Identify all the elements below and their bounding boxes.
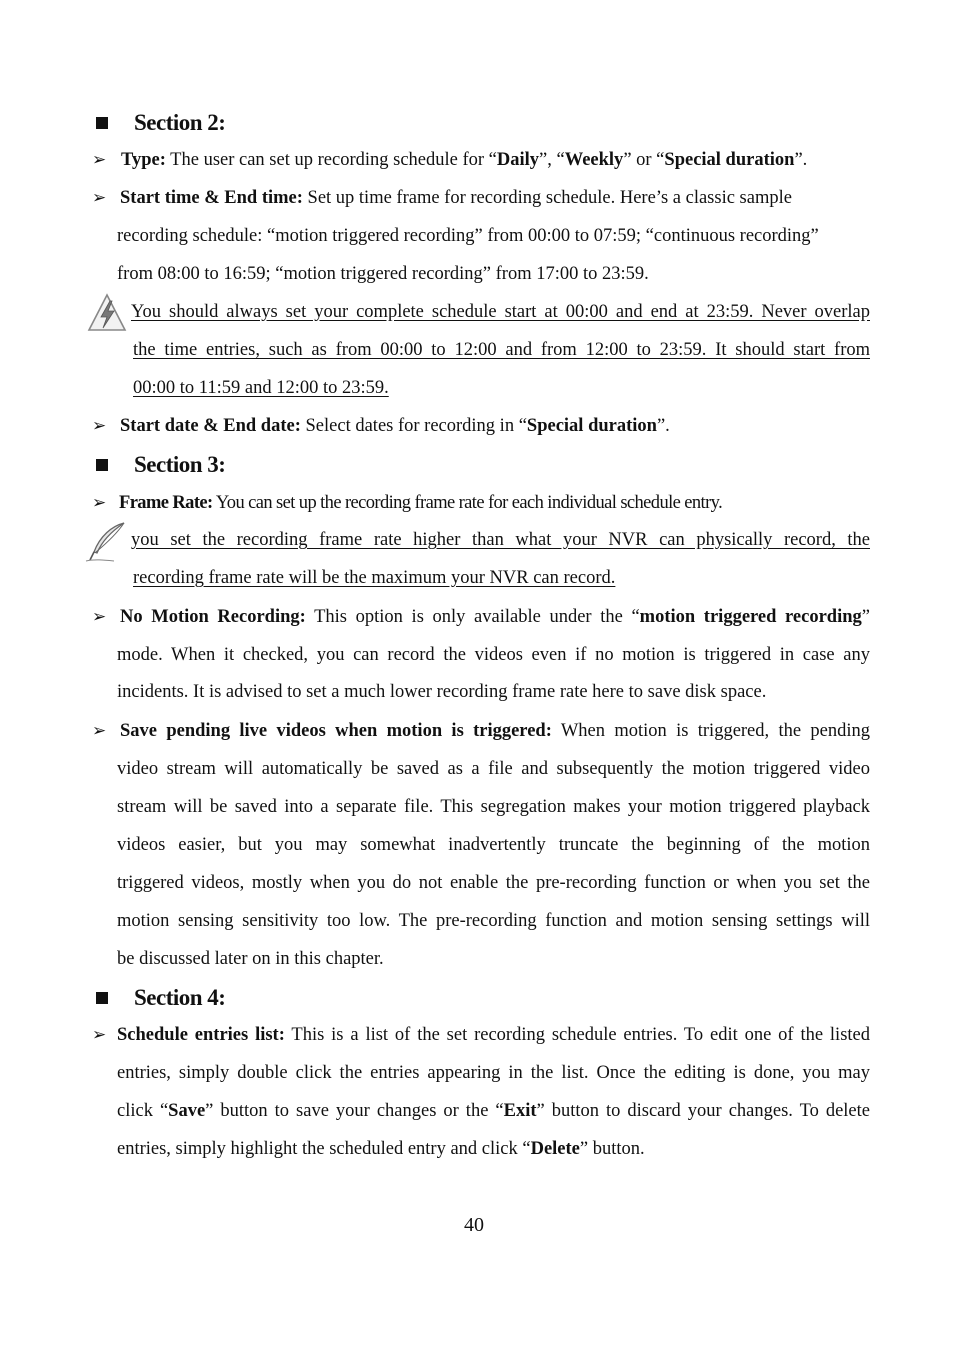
no-motion-text: ” [861,607,870,627]
save-pending-label: Save pending live videos when motion is triggered: [120,721,552,741]
no-motion-label: No Motion Recording: [120,607,306,627]
warning-line-1: You should always set your complete schedule start at 00:00 and end at 23:59. Never overlap [131,302,870,322]
entries-text: ” button. [579,1139,645,1159]
start-date-paragraph [120,414,670,438]
start-time-line-3: from 08:00 to 16:59; “motion triggered recording” from 17:00 to 23:59. [117,264,649,284]
start-time-label: Start time & End time: [120,188,303,208]
arrow-bullet-icon: ➢ [92,493,107,513]
type-text: ” or “ [623,150,665,170]
entries-label: Schedule entries list: [117,1025,285,1045]
section-4-heading: Section 4: [134,985,226,1010]
type-paragraph [121,148,807,172]
entries-line-4 [117,1137,645,1161]
section-bullet-icon [96,992,108,1004]
special-duration-term: Special duration [526,416,657,436]
start-date-label: Start date & End date: [120,416,301,436]
exit-term: Exit [503,1101,537,1121]
no-motion-line-3: incidents. It is advised to set a much lower recording frame rate here to save disk space. [117,682,767,702]
page-number: 40 [464,1214,484,1236]
feather-pen-icon [84,520,130,564]
entries-line-2: entries, simply double click the entries appearing in the list. Once the editing is done, you may [117,1063,870,1083]
arrow-bullet-icon: ➢ [92,607,107,627]
no-motion-text: This option is only available under the “ [305,607,640,627]
arrow-bullet-icon: ➢ [92,416,107,436]
section-2-heading: Section 2: [134,110,226,135]
arrow-bullet-icon: ➢ [92,721,107,741]
start-date-text: ”. [656,416,670,436]
save-pending-line-2: video stream will automatically be saved as a file and subsequently the motion triggered video [117,759,870,779]
type-text: The user can set up recording schedule for “ [165,150,497,170]
type-text: ”, “ [539,150,565,170]
arrow-bullet-icon: ➢ [92,150,107,170]
daily-term: Daily [496,150,540,170]
type-text: ”. [794,150,808,170]
start-date-text: Select dates for recording in “ [300,416,527,436]
entries-text: click “ [117,1101,169,1121]
no-motion-line-2: mode. When it checked, you can record the videos even if no motion is triggered in case any [117,645,870,665]
save-pending-text: When motion is triggered, the pending [551,721,870,741]
entries-line-1 [117,1023,870,1047]
frame-rate-label: Frame Rate: [119,493,213,513]
start-time-text: Set up time frame for recording schedule. Here’s a classic sample [302,188,792,208]
arrow-bullet-icon: ➢ [92,1025,107,1045]
save-pending-line-5: triggered videos, mostly when you do not enable the pre-recording function or when you set the [117,873,870,893]
arrow-bullet-icon: ➢ [92,188,107,208]
entries-text: ” button to discard your changes. To delete [536,1101,870,1121]
save-term: Save [168,1101,206,1121]
entries-line-3 [117,1099,870,1123]
frame-rate-paragraph [119,491,722,515]
note-line-2: recording frame rate will be the maximum your NVR can record. [133,568,616,588]
section-3-heading: Section 3: [134,452,226,477]
save-pending-line-3: stream will be saved into a separate file. This segregation makes your motion triggered playback [117,797,870,817]
save-pending-line-4: videos easier, but you may somewhat inadvertently truncate the beginning of the motion [117,835,870,855]
delete-term: Delete [530,1139,580,1159]
frame-rate-text: You can set up the recording frame rate for each individual schedule entry. [212,493,723,513]
entries-text: entries, simply highlight the scheduled entry and click “ [117,1139,531,1159]
entries-text: ” button to save your changes or the “ [205,1101,504,1121]
type-label: Type: [121,150,166,170]
lightning-warning-icon [86,292,128,334]
start-time-line-1 [120,186,792,210]
special-duration-term: Special duration [664,150,795,170]
save-pending-line-6: motion sensing sensitivity too low. The pre-recording function and motion sensing settings will [117,911,870,931]
no-motion-line-1 [120,605,870,629]
section-bullet-icon [96,459,108,471]
warning-line-3: 00:00 to 11:59 and 12:00 to 23:59. [133,378,389,398]
save-pending-line-7: be discussed later on in this chapter. [117,949,384,969]
motion-triggered-term: motion triggered recording [639,607,862,627]
save-pending-line-1 [120,719,870,743]
weekly-term: Weekly [564,150,624,170]
section-bullet-icon [96,117,108,129]
entries-text: This is a list of the set recording schedule entries. To edit one of the listed [284,1025,870,1045]
note-line-1: you set the recording frame rate higher than what your NVR can physically record, the [131,530,870,550]
warning-line-2: the time entries, such as from 00:00 to 12:00 and from 12:00 to 23:59. It should start from [133,340,870,360]
start-time-line-2: recording schedule: “motion triggered recording” from 00:00 to 07:59; “continuous recording” [117,226,819,246]
